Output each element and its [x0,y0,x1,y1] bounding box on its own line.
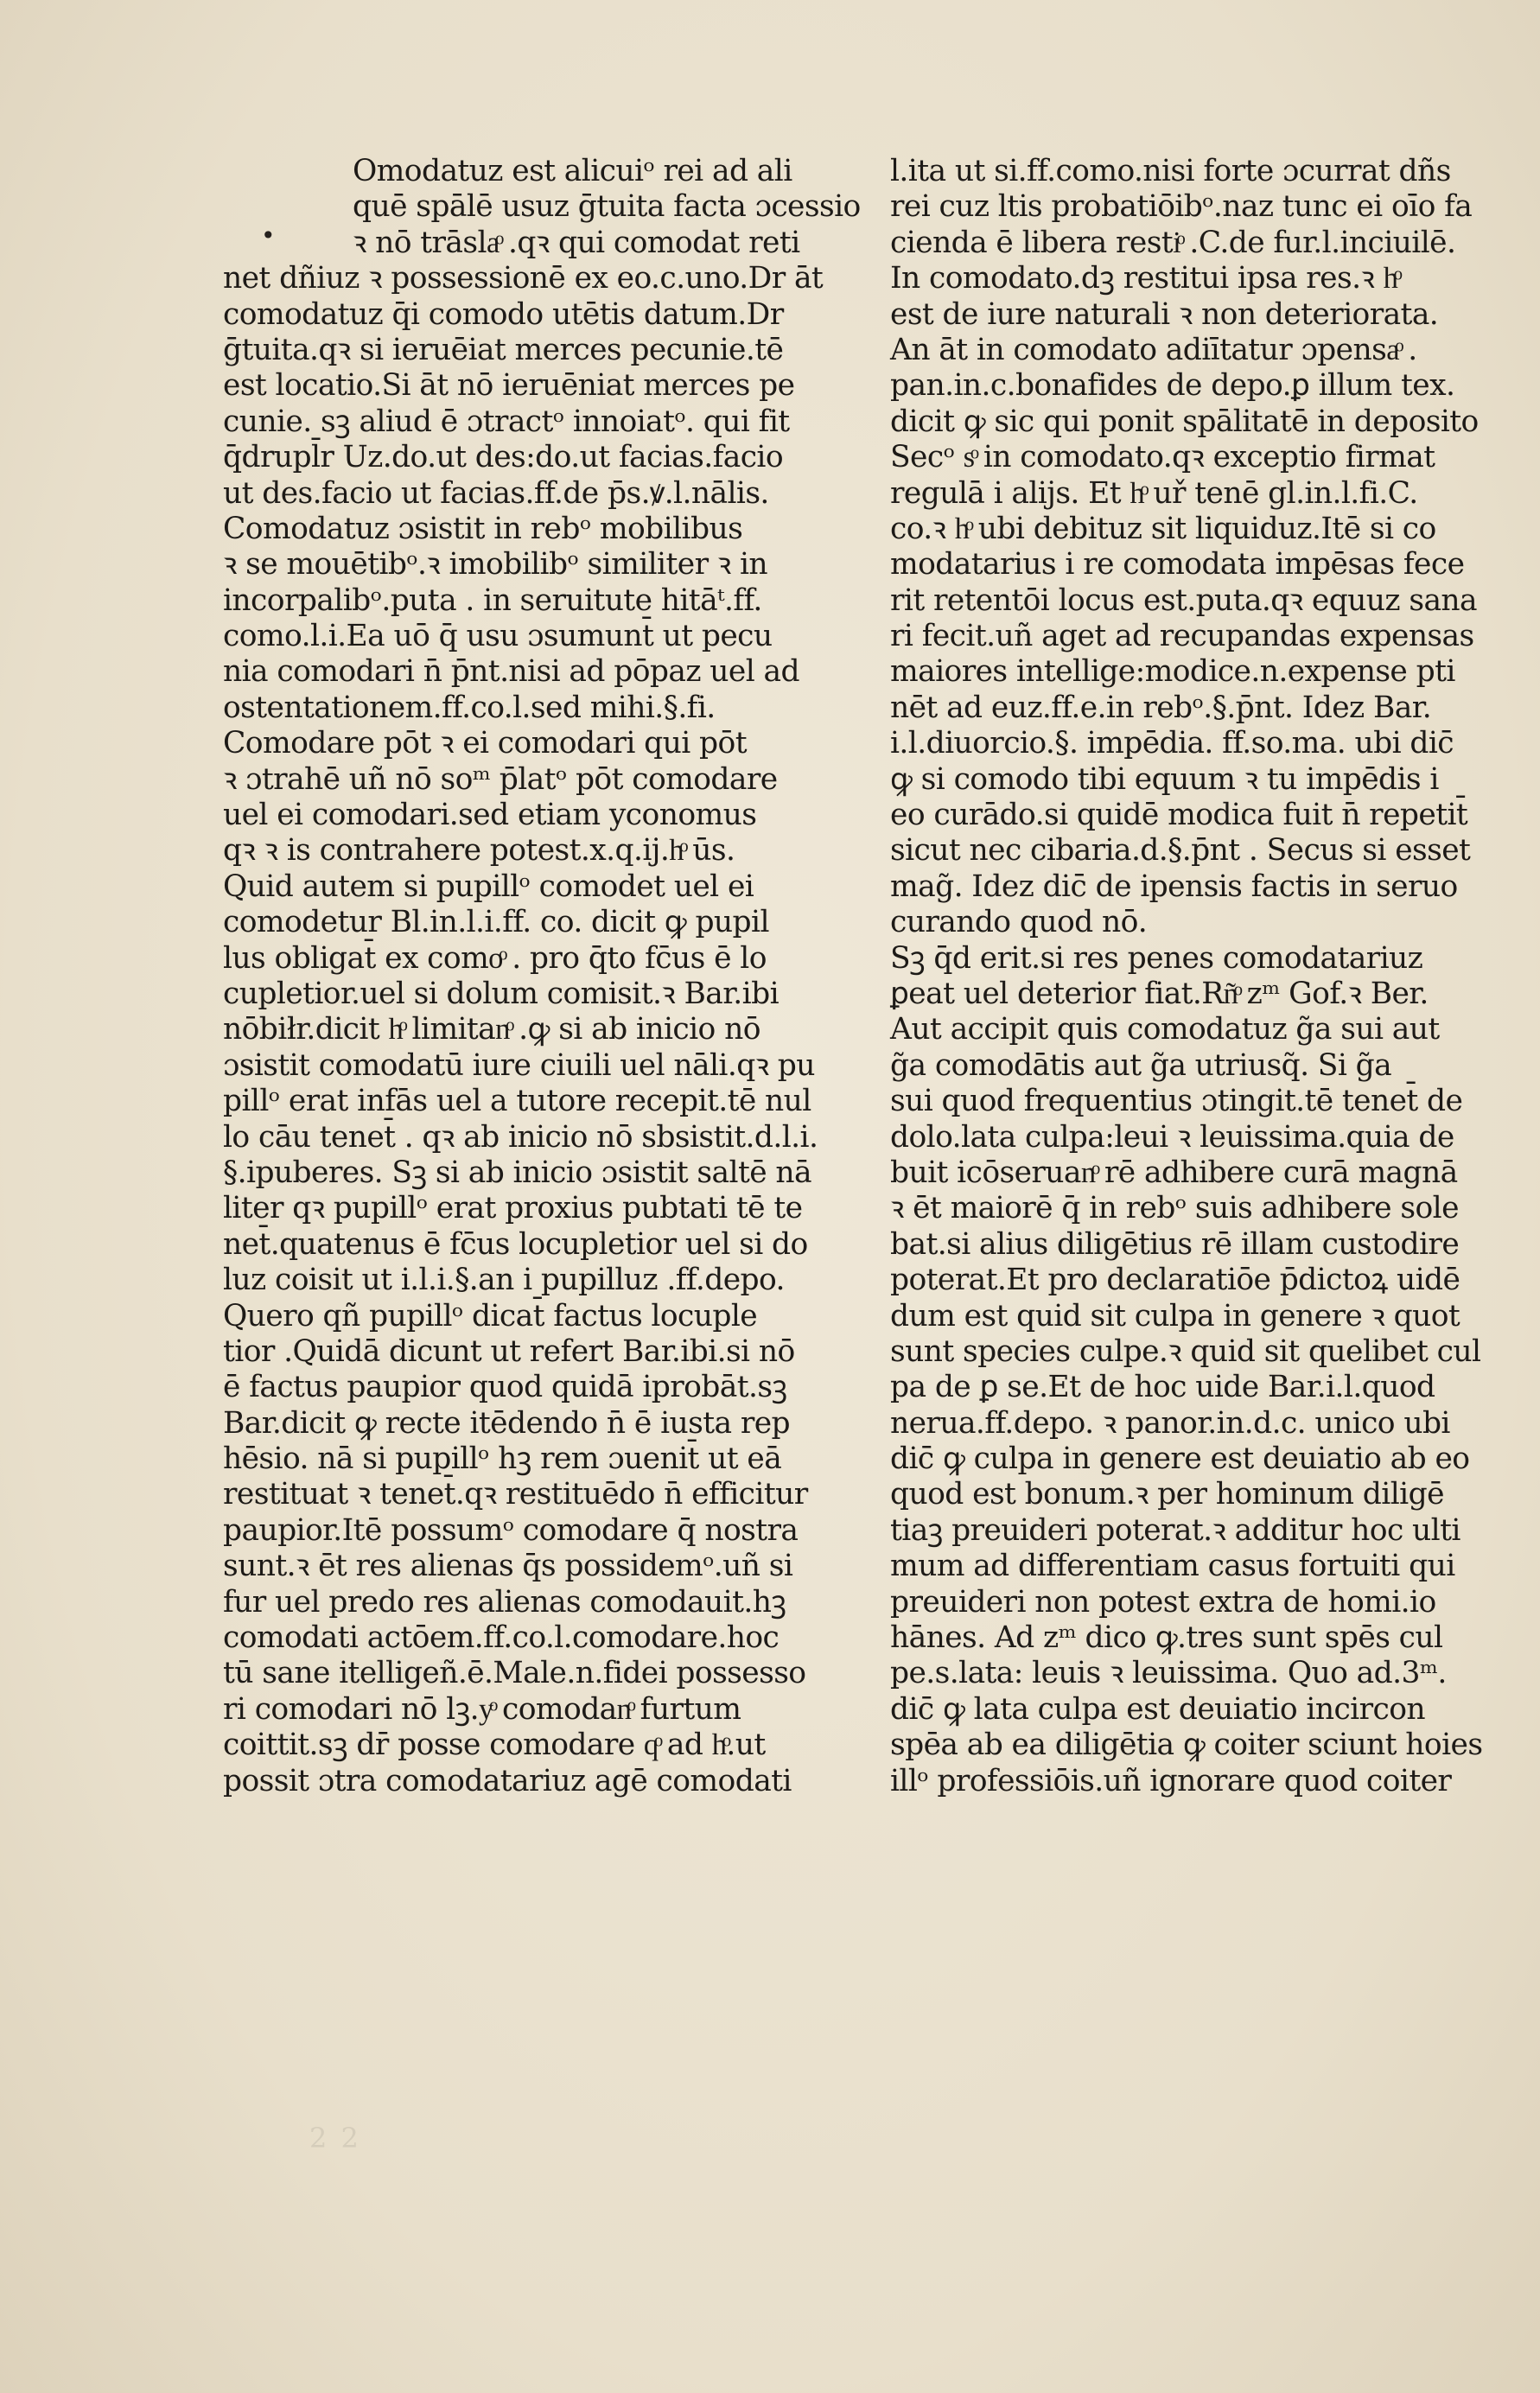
text-line: dum est quid sit culpa in genere ꝛ quot [890,1298,1460,1333]
text-line: pillᵒ erat infās uel a tutore recepit.tē nul [223,1084,811,1119]
text-line: hēsio. nā si pupillᵒ hꝫ rem ɔuenit̄ ut eā [223,1442,782,1477]
text-line: possit ɔtra comodatariuz agē comodati [223,1763,792,1798]
text-line: bat.si alius diligētius rē illam custodire [890,1226,1460,1262]
text-line: sunt.ꝛ ēt res alienas q̄s possidemᵒ.uñ si [223,1549,793,1584]
text-line: net̄.quatenus ē fc̄us locupletior uel si do [223,1226,808,1262]
text-line: ꝑeat uel deterior fiat.Rñͦ zᵐ Gof.ꝛ Ber. [890,976,1429,1011]
text-line: hānes. Ad zᵐ dico ꝙ.tres sunt spēs cul [890,1620,1443,1656]
text-line: tior .Quidā dicunt ut refert Bar.ibi.si nō [223,1333,795,1369]
text-line: ostentationem.ff.co.l.sed mihi.§.fi. [223,690,716,725]
text-line: An āt in comodato adiītatur ɔpensaͦ . [890,332,1417,367]
text-line: cunie. sꝫ aliud ē ɔtractᵒ innoiatᵒ. qui fit [223,404,790,439]
bottom-margin-mark: 2 2 [309,2122,361,2154]
text-line: mag̃. Idez dic̄ de ipensis factis in seruo [890,869,1458,904]
text-line: spēa ab ea diligētia ꝙ coiter sciunt hoies [890,1728,1483,1763]
text-line: est de iure naturali ꝛ non deteriorata. [890,296,1439,332]
text-line: ꝛ ēt maiorē q̄ in rebᵒ suis adhibere sole [890,1191,1459,1226]
text-line: liter qꝛ pupillᵒ erat proxius pubtati tē te [223,1191,803,1226]
text-line: nerua.ff.depo. ꝛ panor.in.d.c. unico ubi [890,1405,1450,1441]
text-line: quē spālē usuz ḡtuita facta ɔcessio [353,189,861,225]
text-line: i.l.diuorcio.§. impēdia. ff.so.ma. ubi dic̄ [890,726,1454,761]
text-line: paupior.Itē possumᵒ comodare q̄ nostra [223,1512,799,1548]
text-line: ꝛ se mouētibᵒ.ꝛ imobilibᵒ similiter ꝛ in [223,547,768,582]
text-line: Aut accipit quis comodatuz g̃a sui aut [890,1012,1440,1047]
text-line: co.ꝛ hͦ ubi debituz sit liquiduz.Itē si co [890,511,1436,546]
text-line: Sꝫ q̄d erit.si res penes comodatariuz [890,940,1423,976]
text-line: Quid autem si pupillᵒ comodet uel ei [223,869,754,904]
text-line: coittit.sꝫ dr̄ posse comodare qͦ ad hͦ.ut [223,1728,766,1763]
text-line: sui quod frequentius ɔtingit.tē tenet̄ de [890,1084,1463,1119]
text-line: dic̄ ꝙ culpa in genere est deuiatio ab eo [890,1442,1470,1477]
text-line: incorpalibᵒ.puta . in seruitute hitāᵗ.ff. [223,582,762,618]
text-line: In comodato.dꝫ restitui ipsa res.ꝛ hͦ [890,261,1398,296]
text-line: Quero qñ pupillᵒ dicat̄ factus locuple [223,1298,758,1333]
text-line: mum ad differentiam casus fortuiti qui [890,1549,1455,1584]
text-line: comodetur Bl.in.l.i.ff. co. dicit ꝙ pupil [223,905,769,940]
text-line: luz coisit ut i.l.i.§.an i pupilluz .ff.depo. [223,1263,785,1298]
text-line: Secᵒ sͦ in comodato.qꝛ exceptio firmat [890,440,1435,475]
text-line: ē factus paupior quod quidā iprobāt.sꝫ [223,1370,787,1405]
text-line: dic̄ ꝙ lata culpa est deuiatio incircon [890,1691,1426,1727]
text-line: sunt species culpe.ꝛ quid sit quelibet cul [890,1333,1481,1369]
text-line: tū sane itelligeñ.ē.Male.n.fidei possesso [223,1656,806,1691]
text-line: l.ita ut si.ff.como.nisi forte ɔcurrat dñs [890,154,1451,188]
text-line: ꝛ nō trāslaͦ .qꝛ qui comodat reti [353,225,800,260]
text-line: fur uel predo res alienas comodauit.hꝫ [223,1584,786,1620]
text-line: ri fecit.uñ aget ad recupandas expensas [890,619,1474,654]
right-text-column [890,154,1508,1799]
text-line: g̃a comodātis aut g̃a utriusq̃. Si g̃a [890,1047,1392,1083]
text-line: net dñiuz ꝛ possessionē ex eo.c.uno.Dr āt [223,261,824,296]
text-line: §.ipuberes. Sꝫ si ab inicio ɔsistit saltē nā [223,1155,811,1190]
text-line: q̄drupl̄r Uz.do.ut des:do.ut facias.facio [223,440,784,475]
text-line: qꝛ ꝛ is contrahere potest.x.q.ij.hͦ ūs. [223,833,735,869]
text-line: ꝛ ɔtrahē uñ nō soᵐ p̄latᵒ pōt comodare [223,761,778,797]
text-line: pa de ꝑ se.Et de hoc uide Bar.i.l.quod [890,1370,1435,1405]
text-line: est locatio.Si āt nō ieruēniat merces pe [223,368,795,404]
text-line: tiaꝫ preuideri poterat.ꝛ additur hoc ulti [890,1512,1460,1548]
text-line: dicit ꝙ sic qui ponit spālitatē in deposito [890,404,1479,439]
margin-bullet: • [261,221,276,250]
text-line: sicut nec cibaria.d.§.p̄nt . Secus si esset [890,833,1471,869]
text-line: ḡtuita.qꝛ si ieruēiat merces pecunie.tē [223,332,784,367]
text-line: regulā i alijs. Et hͦ uř tenē gl.in.l.fi.C. [890,475,1418,511]
text-line: poterat.Et pro declaratiōe p̄dictoꝝ uidē [890,1263,1460,1298]
text-line: preuideri non potest extra de homi.io [890,1584,1436,1620]
text-line: comodati actōem.ff.co.l.comodare.hoc [223,1620,780,1656]
text-line: pe.s.lata: leuis ꝛ leuissima. Quo ad.3ᵐ. [890,1656,1447,1691]
text-line: Omodatuz est alicuiᵒ rei ad ali [353,154,792,188]
text-line: maiores intellige:modice.n.expense pti [890,654,1455,690]
text-line: rei cuz ltis probatiōibᵒ.naz tunc ei oīo fa [890,189,1473,225]
text-line: uel ei comodari.sed etiam yconomus [223,798,757,833]
text-line: comodatuz q̄i comodo utētis datum.Dr [223,296,784,332]
text-line: lus obligat̄ ex comoͦ . pro q̄to fc̄us ē lo [223,940,767,976]
text-line: cupletior.uel si dolum comisit.ꝛ Bar.ibi [223,976,780,1011]
text-line: como.l.i.Ea uō q̄ usu ɔsumunt̄ ut pecu [223,619,773,654]
text-line: ut des.facio ut facias.ff.de p̄s.ꝟ.l.nālis. [223,475,769,511]
text-line: illᵒ professiōis.uñ ignorare quod coiter [890,1763,1452,1798]
text-line: ꝙ si comodo tibi equum ꝛ tu impēdis i [890,761,1439,797]
text-line: cienda ē libera restiͦ .C.de fur.l.inciuilē. [890,225,1456,260]
text-line: nia comodari n̄ p̄nt.nisi ad pōpaz uel ad [223,654,799,690]
text-line: nōbiłr.dicit hͦ limitanͦ .ꝙ si ab inicio nō [223,1012,760,1047]
text-line: curando quod nō. [890,905,1148,940]
text-line: eo curādo.si quidē modica fuit n̄ repetit̄ [890,798,1468,833]
text-line: rit retentōi locus est.puta.qꝛ equuz sana [890,582,1478,618]
text-line: pan.in.c.bonafides de depo.ꝑ illum tex. [890,368,1455,404]
text-line: nēt ad euz.ff.e.in rebᵒ.§.p̄nt. Idez Bar. [890,690,1432,725]
text-line: quod est bonum.ꝛ per hominum diligē [890,1477,1444,1512]
text-line: modatarius i re comodata impēsas fece [890,547,1465,582]
text-line: buit icōseruanͦ rē adhibere curā magnā [890,1155,1458,1190]
left-text-column [223,154,861,1799]
text-line: Comodatuz ɔsistit in rebᵒ mobilibus [223,511,743,546]
text-line: Comodare pōt ꝛ ei comodari qui pōt [223,726,747,761]
text-line: Bar.dicit ꝙ recte itēdendo n̄ ē iusta rep [223,1405,791,1441]
text-line: restituat ꝛ tenet̄.qꝛ restituēdo n̄ efficitur [223,1477,808,1512]
text-line: ri comodari nō lꝫ.yͦ comodanͦ furtum [223,1691,741,1727]
text-line: dolo.lata culpa:leui ꝛ leuissima.quia de [890,1119,1454,1155]
text-line: lo cāu tenet̄ . qꝛ ab inicio nō sbsistit.d.l.i. [223,1119,818,1155]
text-line: ɔsistit comodatū iure ciuili uel nāli.qꝛ pu [223,1047,815,1083]
